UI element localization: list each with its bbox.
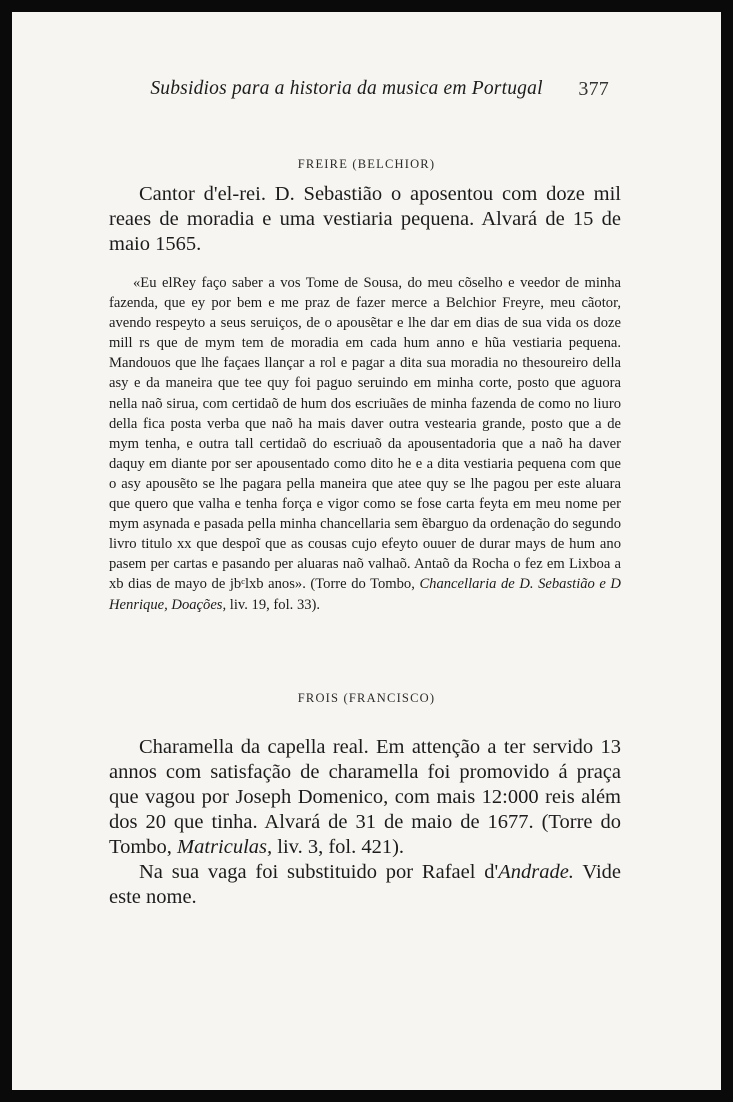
citation-italic: Chancellaria de D. Sebastião e D Henrique, Doações,: [109, 576, 621, 613]
note-prefix: Na sua vaga foi substituido por Rafael d': [139, 861, 499, 883]
citation-suffix: liv. 19, fol. 33).: [226, 596, 321, 613]
document-quote: [109, 273, 621, 615]
entry-heading-freire: FREIRE (BELCHIOR): [297, 157, 436, 171]
page-number: 377: [578, 78, 609, 100]
entry-summary-frois: [109, 735, 621, 910]
running-head-title: Subsidios para a historia da musica em Portugal: [150, 78, 543, 99]
summary-suffix: liv. 3, fol. 421).: [272, 836, 405, 858]
citation-prefix: (Torre do Tombo,: [305, 576, 420, 593]
summary-text: Charamella da capella real. Em attenção a ter servido 13 annos com satisfação de charamella foi promovido á praça que vagou por Joseph Domenico, com mais 12:000 reis além dos 20 que tinha. Alvará de 31 de maio de 1677. (Torre do Tombo,: [109, 736, 621, 858]
note-paragraph: [109, 860, 621, 910]
running-head: [12, 78, 721, 100]
note-italic: Andrade.: [498, 861, 574, 883]
summary-paragraph: [109, 735, 621, 860]
quote-text: «Eu elRey faço saber a vos Tome de Sousa, do meu cõselho e veedor de minha fazenda, que ey por bem e me praz de fazer merce a Belchior Freyre, meu cãotor, avendo respeyto a seus seruiços, de o apousẽtar e lhe dar em dias de sua vida os doze mill rs que de mym tem de moradia em cada hum anno e hũa vestiaria pequena. Mandouos que lhe façaes llançar a rol e pagar a dita sua moradia no thesoureiro della asy e da maneira que tee quy foi paguo seruindo em minha corte, posto que aguora nella naõ sirua, com certidaõ de hum dos escriuães de minha fazenda de como no liuro della fica posta verba que naõ ha mais daver outra vestearia grande, posto que a de mym tenha, e outra tall certidaõ do escriuaõ da apousentadoria que a naõ ha daver daquy em diante por ser apousentado como dito he e a dita vestiaria pequena com que o asy apousẽto se lhe pagara pella maneira que atee quy se lhe pagou per este aluara que quero que valha e tenha força e vigor como se fose carta feyta em meu nome per mym asynada e pasada pella minha chancellaria sem ẽbarguo da ordenação do segundo livro titulo xx que despoĩ que as cousas cujo efeyto ouuer de durar mays de hum ano pasem per cartas e pasando per aluaras naõ valhaõ. Antaõ da Rocha o fez em Lixboa a xb dias de mayo de jbᶜlxb anos».: [109, 275, 621, 593]
entry-summary-freire: [109, 182, 621, 257]
summary-italic: Matriculas,: [177, 836, 273, 858]
quote-paragraph: [109, 273, 621, 615]
entry-heading-frois: FROIS (FRANCISCO): [297, 691, 436, 705]
note-suffix: Vide este nome.: [109, 861, 622, 908]
summary-paragraph: Cantor d'el-rei. D. Sebastião o aposentou com doze mil reaes de moradia e uma vestiaria pequena. Alvará de 15 de maio 1565.: [109, 183, 621, 255]
book-page: [12, 12, 721, 1090]
